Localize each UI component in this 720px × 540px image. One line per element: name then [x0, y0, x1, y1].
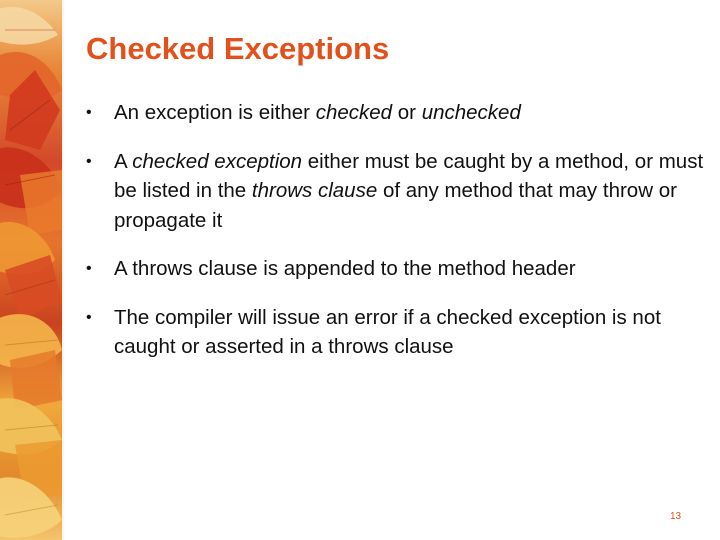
bullet-dot: • [86, 152, 92, 170]
bullet-run: A [114, 149, 133, 173]
emphasized-term: checked exception [132, 149, 303, 173]
bullet-item [86, 303, 706, 362]
bullet-text [114, 150, 703, 232]
autumn-leaves-image [0, 0, 62, 540]
bullet-run: The compiler will issue an error if a checked exception is not caught or asserted in a throws clause [114, 305, 661, 358]
bullet-run: A throws clause is appended to the method header [114, 257, 576, 280]
bullet-item [86, 98, 706, 128]
slide-title: Checked Exceptions [86, 31, 390, 66]
emphasized-term: unchecked [421, 101, 521, 124]
bullet-run: either must be caught by a method, or must be listed in the [114, 149, 704, 202]
strip-edge-fade [62, 0, 65, 540]
bullet-dot: • [86, 308, 92, 326]
page-number: 13 [670, 511, 682, 522]
emphasized-term: throws clause [251, 179, 378, 202]
bullet-dot: • [86, 104, 92, 121]
bullet-run: or [392, 101, 422, 124]
bullet-dot: • [86, 260, 92, 277]
bullet-item [86, 254, 706, 284]
bullet-list [86, 98, 706, 362]
bullet-item [86, 147, 706, 236]
bullet-run: An exception is either [114, 101, 316, 124]
bullet-text [114, 257, 576, 280]
bullet-text [114, 306, 661, 359]
emphasized-term: checked [315, 101, 393, 124]
bullet-text [114, 101, 521, 124]
autumn-leaves-strip [0, 0, 62, 540]
bullet-run: of any method that may throw or propagate it [114, 179, 677, 232]
